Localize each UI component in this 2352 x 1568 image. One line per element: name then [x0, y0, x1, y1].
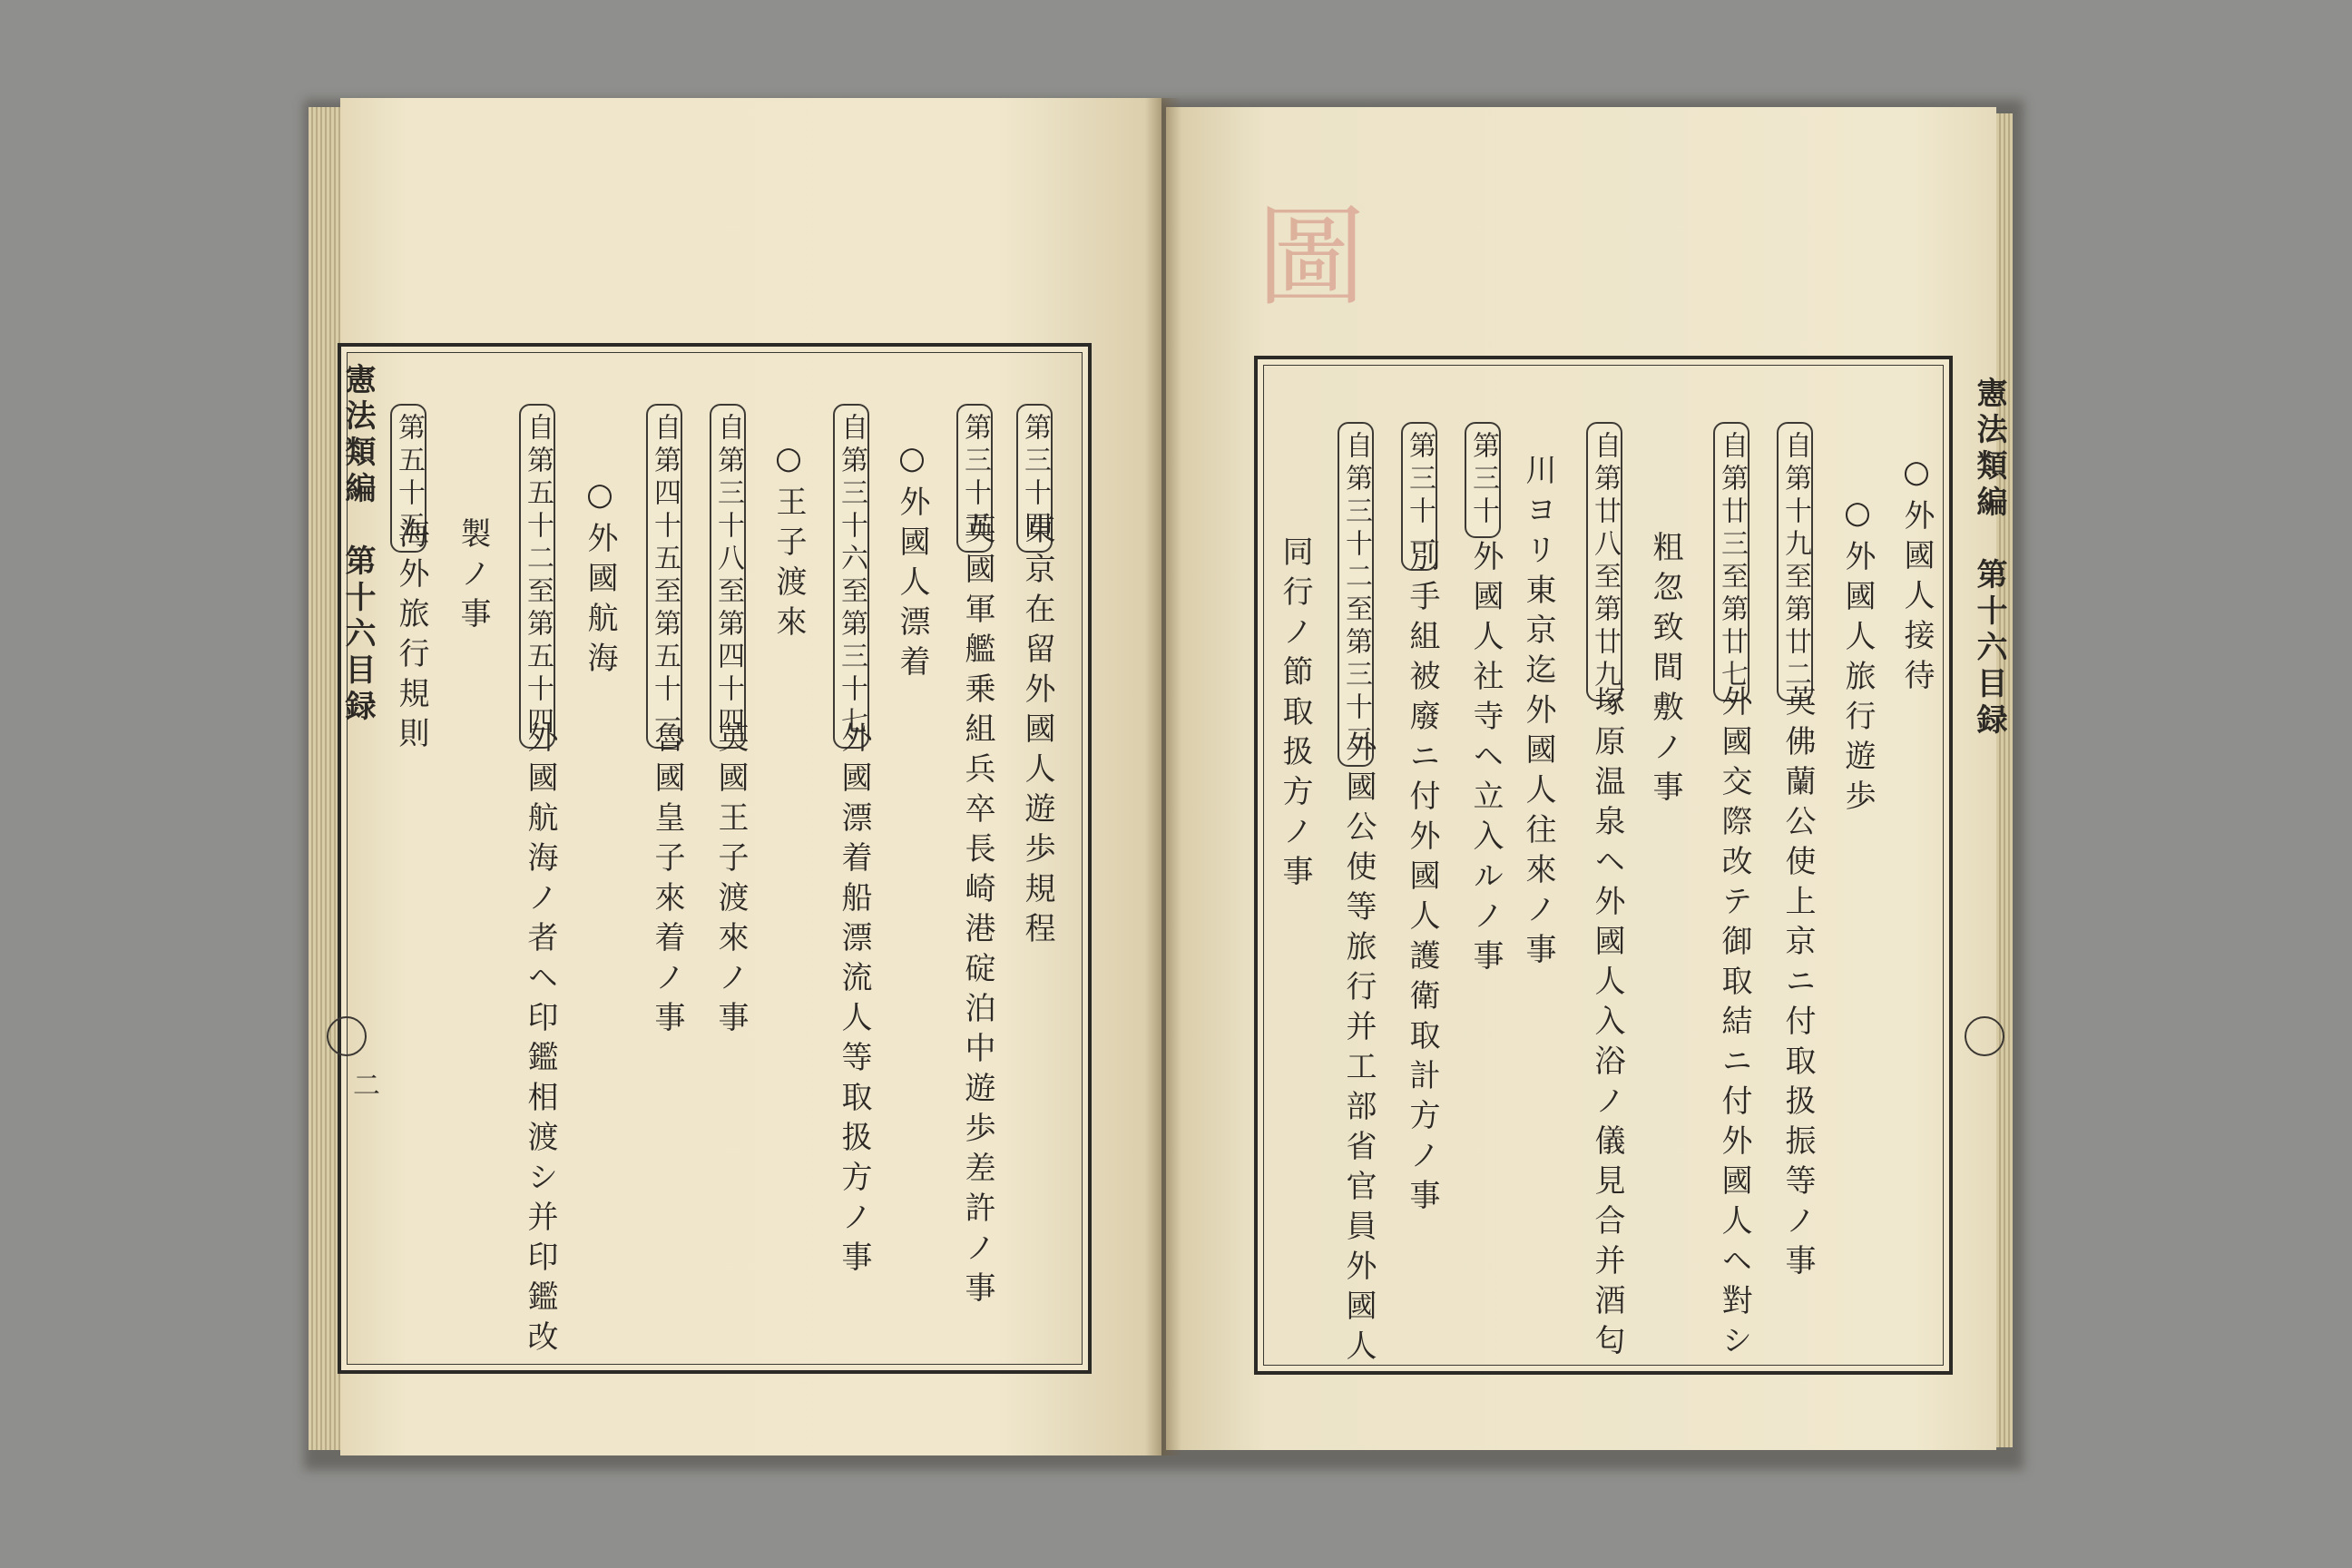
- entry-label: 第三十五: [956, 404, 993, 553]
- entry-continuation: 粗忽致間敷ノ事: [1647, 531, 1683, 810]
- entry-text: 英國王子渡來ノ事: [712, 721, 749, 1041]
- entry-label: 第五十五: [390, 404, 426, 553]
- entry-heading: ○外國航海: [582, 476, 618, 681]
- entry-heading: ○外國人漂着: [894, 440, 930, 685]
- entry-label: 第三十: [1465, 422, 1501, 538]
- entry-text: 英佛蘭公使上京ニ付取扱振等ノ事: [1779, 685, 1816, 1284]
- entry-heading: ○外國人接待: [1898, 454, 1935, 699]
- entry-text: 外國航海ノ者ヘ印鑑相渡シ并印鑑改: [522, 721, 558, 1360]
- entry-label: 自第廿三至第廿七: [1713, 422, 1749, 701]
- entry-text: 魯國皇子來着ノ事: [649, 721, 685, 1041]
- book-gutter: [1145, 98, 1181, 1455]
- entry-label: 第三十一: [1401, 422, 1437, 571]
- entry-heading: ○外國人旅行遊歩: [1839, 495, 1876, 819]
- right-margin-title: 憲法類編 第十六目録: [1971, 377, 2007, 740]
- entry-text: 塚原温泉ヘ外國人入浴ノ儀見合并酒匂: [1589, 685, 1625, 1364]
- entry-text: 英國軍艦乗組兵卒長崎港碇泊中遊歩差許ノ事: [959, 513, 995, 1311]
- entry-text: 外國漂着船漂流人等取扱方ノ事: [836, 721, 872, 1280]
- entry-label: 自第四十五至第五十一: [646, 404, 682, 749]
- entry-text: 東京在留外國人遊歩規程: [1019, 513, 1055, 952]
- red-seal-stamp: 圖: [1257, 195, 1402, 321]
- entry-continuation: 同行ノ節取扱方ノ事: [1277, 535, 1313, 895]
- left-page-number: 二: [348, 1071, 379, 1098]
- entry-label: 自第三十二至第三十三: [1338, 422, 1374, 767]
- entry-label: 自第十九至第廿二: [1777, 422, 1813, 701]
- entry-label: 第三十四: [1016, 404, 1053, 553]
- entry-text: 外國公使等旅行并工部省官員外國人: [1340, 730, 1377, 1369]
- entry-text: 海外旅行規則: [393, 517, 429, 757]
- left-folio-ring: [327, 1016, 367, 1056]
- entry-text: 外國人社寺ヘ立入ルノ事: [1467, 540, 1504, 979]
- left-margin-title: 憲法類編 第十六目録: [339, 363, 376, 726]
- entry-text: 外國交際改テ御取結ニ付外國人ヘ對シ: [1716, 685, 1752, 1364]
- entry-continuation: 製ノ事: [455, 517, 491, 637]
- entry-continuation: 川ヨリ東京迄外國人往來ノ事: [1520, 454, 1556, 973]
- entry-heading: ○王子渡來: [770, 440, 807, 645]
- entry-label: 自第廿八至第廿九: [1586, 422, 1622, 701]
- entry-label: 自第三十六至第三十七: [833, 404, 869, 749]
- right-folio-ring: [1965, 1016, 2004, 1056]
- entry-label: 自第五十二至第五十四: [519, 404, 555, 749]
- entry-label: 自第三十八至第四十四: [710, 404, 746, 749]
- entry-text: 別手組被廢ニ付外國人護衛取計方ノ事: [1404, 540, 1440, 1219]
